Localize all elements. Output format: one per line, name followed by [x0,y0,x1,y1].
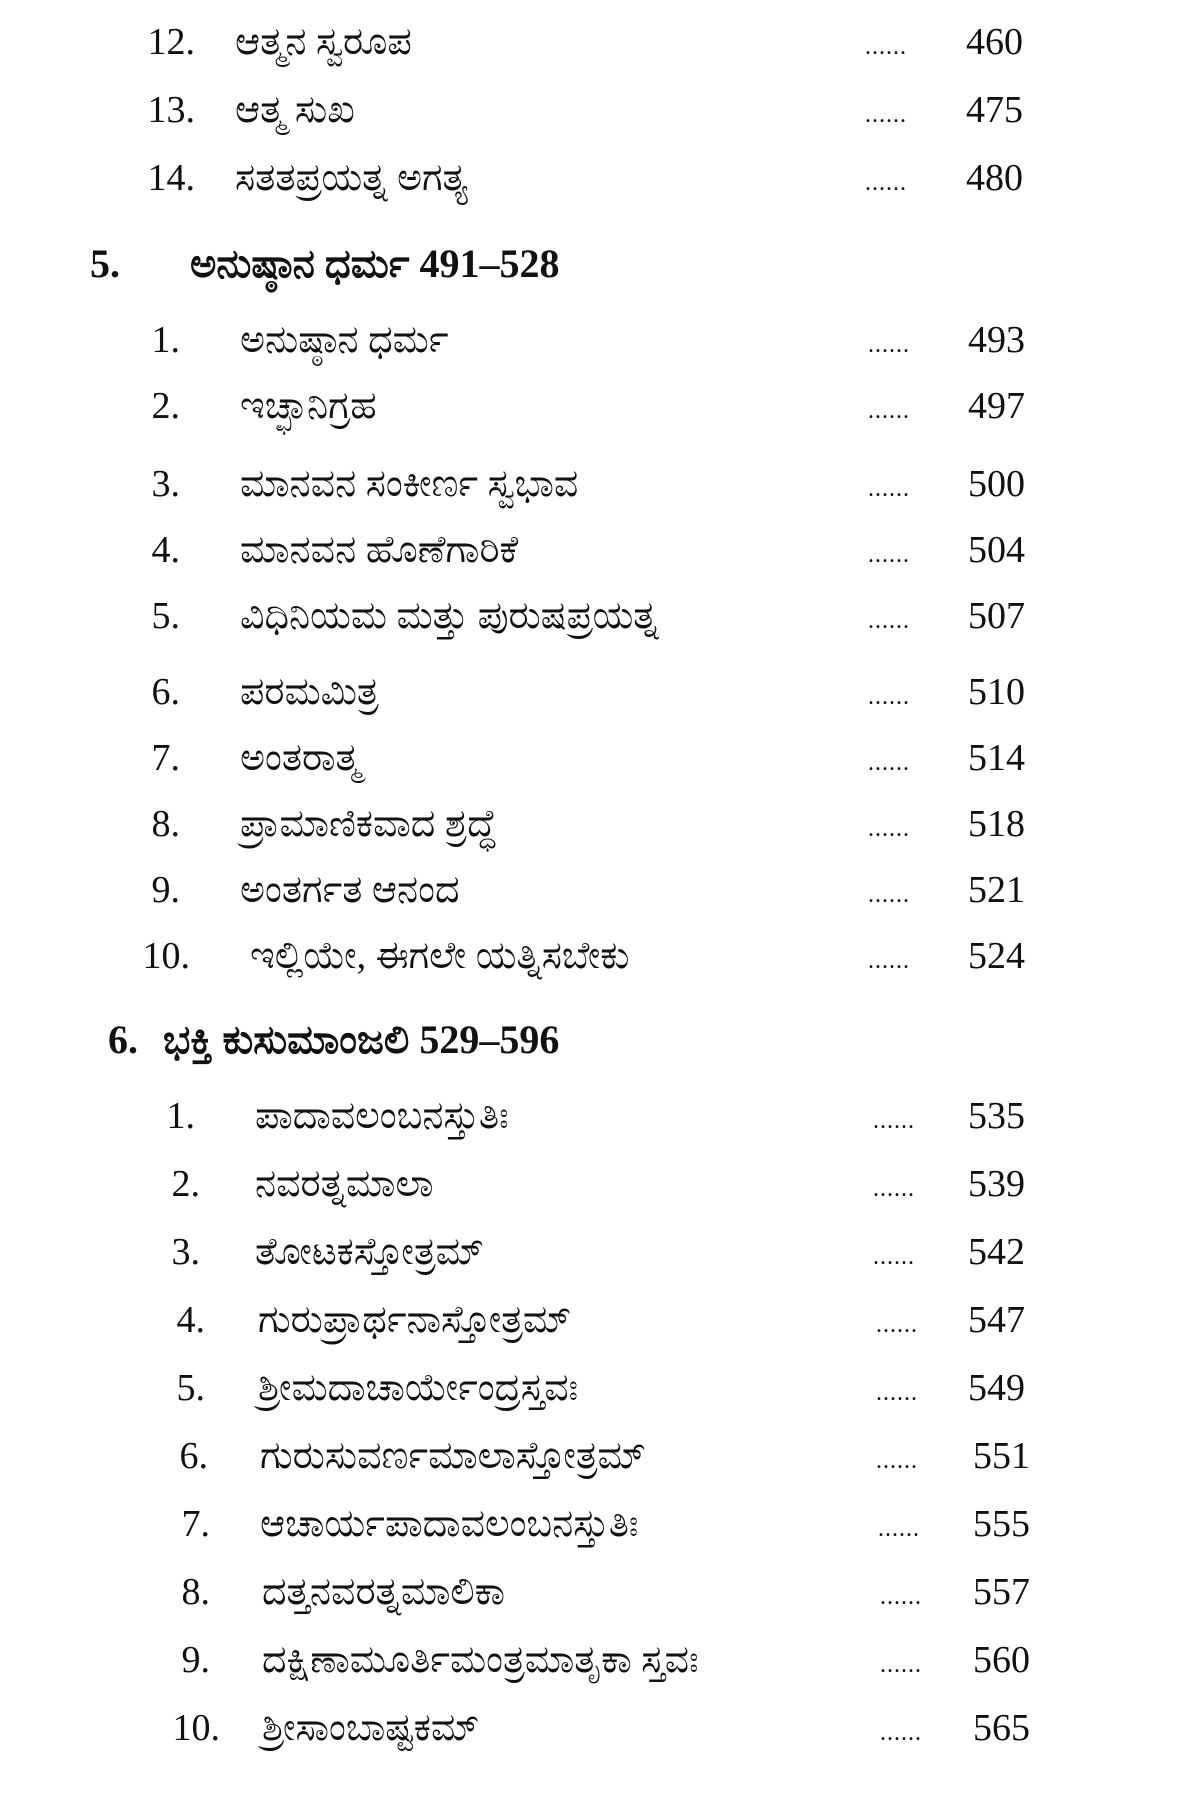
toc-entry [0,1094,1200,1154]
leader-dots: ...... [868,398,910,424]
toc-entry [0,1706,1200,1766]
leader-dots: ...... [880,1720,922,1746]
entry-title: ತೋಟಕಸ್ತೋತ್ರಮ್ [255,1231,485,1273]
leader-dots: ...... [865,102,907,128]
entry-page: 493 [968,319,1025,361]
entry-page: 524 [968,935,1025,977]
leader-dots: ...... [868,816,910,842]
entry-number: 5. [176,1367,205,1409]
entry-number: 2. [171,1163,200,1205]
entry-title: ಇಚ್ಛಾನಿಗ್ರಹ [240,385,377,427]
entry-title: ಶ್ರೀಸಾಂಬಾಷ್ಟಕಮ್ [262,1707,480,1749]
toc-entry [0,1366,1200,1426]
toc-entry [0,156,1200,216]
entry-title: ಗುರುಸುವರ್ಣಮಾಲಾಸ್ತೋತ್ರಮ್ [260,1435,647,1477]
entry-number: 1. [151,319,180,361]
entry-page: 565 [973,1707,1030,1749]
section-number: 5. [90,241,120,286]
toc-entry [0,802,1200,862]
entry-page: 521 [968,869,1025,911]
entry-number: 10. [142,935,190,977]
entry-title: ಅಂತರಾತ್ಮ [240,737,361,779]
entry-page: 510 [968,671,1025,713]
leader-dots: ...... [868,948,910,974]
entry-number: 6. [179,1435,208,1477]
leader-dots: ...... [868,684,910,710]
leader-dots: ...... [880,1652,922,1678]
entry-page: 547 [968,1299,1025,1341]
section-title: ಭಕ್ತಿ ಕುಸುಮಾಂಜಲಿ 529–596 [163,1017,560,1062]
entry-number: 2. [151,385,180,427]
entry-page: 539 [968,1163,1025,1205]
leader-dots: ...... [865,170,907,196]
toc-entry [0,88,1200,148]
entry-page: 557 [973,1571,1030,1613]
entry-title: ಸತತಪ್ರಯತ್ನ ಅಗತ್ಯ [235,157,468,199]
entry-title: ಪರಮಮಿತ್ರ [240,671,379,713]
entry-title: ಗುರುಪ್ರಾರ್ಥನಾಸ್ತೋತ್ರಮ್ [258,1299,572,1341]
leader-dots: ...... [876,1380,918,1406]
leader-dots: ...... [876,1448,918,1474]
entry-number: 8. [181,1571,210,1613]
entry-number: 7. [181,1503,210,1545]
toc-entry [0,1570,1200,1630]
entry-page: 542 [968,1231,1025,1273]
leader-dots: ...... [868,542,910,568]
entry-page: 497 [968,385,1025,427]
toc-entry [0,736,1200,796]
entry-page: 504 [968,529,1025,571]
toc-entry [0,868,1200,928]
entry-number: 10. [172,1707,220,1749]
entry-number: 12. [147,21,195,63]
entry-number: 13. [147,89,195,131]
leader-dots: ...... [873,1176,915,1202]
entry-number: 9. [151,869,180,911]
toc-entry [0,1298,1200,1358]
entry-number: 7. [151,737,180,779]
entry-page: 555 [973,1503,1030,1545]
entry-page: 507 [968,595,1025,637]
leader-dots: ...... [868,332,910,358]
leader-dots: ...... [868,608,910,634]
entry-number: 9. [181,1639,210,1681]
entry-title: ಪಾದಾವಲಂಬನಸ್ತುತಿಃ [255,1095,509,1137]
entry-page: 460 [966,21,1023,63]
leader-dots: ...... [873,1108,915,1134]
entry-page: 514 [968,737,1025,779]
entry-page: 560 [973,1639,1030,1681]
entry-title: ಅನುಷ್ಠಾನ ಧರ್ಮ [240,319,449,361]
leader-dots: ...... [873,1244,915,1270]
entry-page: 480 [966,157,1023,199]
entry-title: ಆತ್ಮ ಸುಖ [235,89,355,131]
toc-entry [0,1162,1200,1222]
entry-title: ಆಚಾರ್ಯಪಾದಾವಲಂಬನಸ್ತುತಿಃ [260,1503,639,1545]
entry-number: 14. [147,157,195,199]
entry-page: 551 [973,1435,1030,1477]
entry-title: ಪ್ರಾಮಾಣಿಕವಾದ ಶ್ರದ್ಧೆ [240,803,497,845]
leader-dots: ...... [876,1312,918,1338]
entry-page: 535 [968,1095,1025,1137]
toc-entry [0,1434,1200,1494]
entry-title: ವಿಧಿನಿಯಮ ಮತ್ತು ಪುರುಷಪ್ರಯತ್ನ [240,595,659,637]
entry-number: 1. [166,1095,195,1137]
toc-entry [0,1230,1200,1290]
entry-title: ಆತ್ಮನ ಸ್ವರೂಪ [235,21,412,63]
entry-page: 549 [968,1367,1025,1409]
leader-dots: ...... [865,34,907,60]
toc-entry [0,1502,1200,1562]
entry-page: 500 [968,463,1025,505]
entry-page: 475 [966,89,1023,131]
entry-title: ಅಂತರ್ಗತ ಆನಂದ [240,869,460,911]
entry-number: 3. [151,463,180,505]
section-title: ಅನುಷ್ಠಾನ ಧರ್ಮ 491–528 [190,241,560,286]
entry-title: ಮಾನವನ ಹೊಣೆಗಾರಿಕೆ [240,529,519,571]
entry-number: 4. [176,1299,205,1341]
entry-title: ದತ್ತನವರತ್ನಮಾಲಿಕಾ [262,1571,506,1613]
leader-dots: ...... [868,882,910,908]
entry-number: 4. [151,529,180,571]
toc-entry [0,384,1200,444]
entry-title: ಮಾನವನ ಸಂಕೀರ್ಣ ಸ್ವಭಾವ [240,463,579,505]
entry-number: 3. [171,1231,200,1273]
toc-entry [0,20,1200,80]
entry-number: 6. [151,671,180,713]
leader-dots: ...... [868,476,910,502]
toc-entry [0,594,1200,654]
leader-dots: ...... [868,750,910,776]
toc-entry [0,318,1200,378]
section-number: 6. [108,1017,138,1062]
entry-number: 5. [151,595,180,637]
toc-entry [0,528,1200,588]
toc-entry [0,462,1200,522]
toc-entry [0,670,1200,730]
toc-entry [0,934,1200,994]
entry-title: ಶ್ರೀಮದಾಚಾರ್ಯೇಂದ್ರಸ್ತವಃ [258,1367,579,1409]
entry-number: 8. [151,803,180,845]
leader-dots: ...... [880,1584,922,1610]
entry-title: ಇಲ್ಲಿಯೇ, ಈಗಲೇ ಯತ್ನಿಸಬೇಕು [250,935,630,977]
leader-dots: ...... [878,1516,920,1542]
toc-entry [0,1638,1200,1698]
entry-title: ದಕ್ಷಿಣಾಮೂರ್ತಿಮಂತ್ರಮಾತೃಕಾ ಸ್ತವಃ [262,1639,699,1681]
entry-title: ನವರತ್ನಮಾಲಾ [255,1163,434,1205]
entry-page: 518 [968,803,1025,845]
